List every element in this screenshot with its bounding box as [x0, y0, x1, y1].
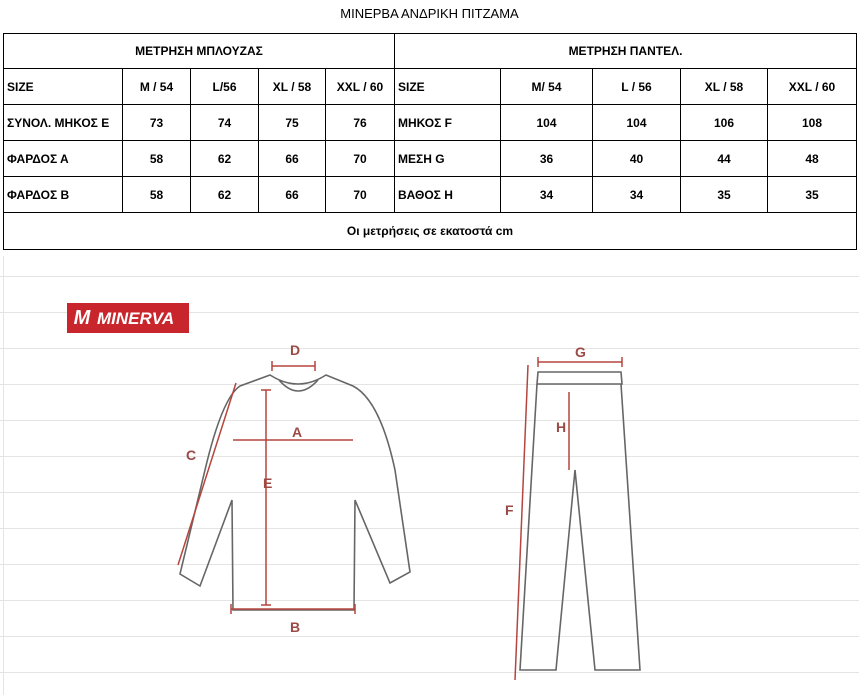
table-cell: 36	[501, 141, 593, 177]
table-cell: 35	[681, 177, 768, 213]
table-cell: 104	[501, 105, 593, 141]
row-label: ΦΑΡΔΟΣ Β	[4, 177, 123, 213]
logo-m-icon: M	[73, 307, 91, 329]
letter-b: B	[290, 619, 301, 635]
pants-outline	[520, 372, 640, 670]
page-title: ΜΙΝΕΡΒΑ ΑΝΔΡΙΚΗ ΠΙΤΖΑΜΑ	[340, 6, 519, 21]
table-cell: 104	[593, 105, 681, 141]
pants-measure-lines	[515, 357, 622, 680]
pants-size-header: L / 56	[593, 69, 681, 105]
row-label: ΣΥΝΟΛ. ΜΗΚΟΣ Ε	[4, 105, 123, 141]
shirt-size-header: M / 54	[123, 69, 191, 105]
letter-h: H	[556, 419, 567, 435]
table-cell: 40	[593, 141, 681, 177]
table-cell: 73	[123, 105, 191, 141]
footnote: Οι μετρήσεις σε εκατοστά cm	[4, 213, 857, 250]
table-row	[4, 69, 857, 105]
row-label: ΜΗΚΟΣ F	[395, 105, 501, 141]
pants-size-header: XXL / 60	[768, 69, 857, 105]
table-cell: 48	[768, 141, 857, 177]
size-table	[3, 33, 857, 250]
table-cell: 66	[259, 177, 326, 213]
shirt-size-label: SIZE	[4, 69, 123, 105]
row-label: ΦΑΡΔΟΣ Α	[4, 141, 123, 177]
table-cell: 34	[593, 177, 681, 213]
table-cell: 70	[326, 177, 395, 213]
table-cell: 34	[501, 177, 593, 213]
table-cell: 74	[191, 105, 259, 141]
table-cell: 35	[768, 177, 857, 213]
table-cell: 66	[259, 141, 326, 177]
logo-text: MINERVA	[97, 309, 175, 328]
table-row	[4, 141, 857, 177]
row-label: ΒΑΘΟΣ Η	[395, 177, 501, 213]
pants-size-header: M/ 54	[501, 69, 593, 105]
table-cell: 62	[191, 177, 259, 213]
table-cell: 62	[191, 141, 259, 177]
table-cell: 75	[259, 105, 326, 141]
shirt-size-header: XL / 58	[259, 69, 326, 105]
letter-d: D	[290, 342, 301, 358]
table-row	[4, 105, 857, 141]
shirt-size-header: XXL / 60	[326, 69, 395, 105]
letter-c: C	[186, 447, 197, 463]
table-cell: 58	[123, 177, 191, 213]
shirt-outline	[180, 375, 410, 610]
shirt-size-header: L/56	[191, 69, 259, 105]
letter-a: A	[292, 424, 303, 440]
table-cell: 76	[326, 105, 395, 141]
letter-f: F	[505, 502, 514, 518]
shirt-heading: ΜΕΤΡΗΣΗ ΜΠΛΟΥΖΑΣ	[4, 34, 395, 69]
pants-heading: ΜΕΤΡΗΣΗ ΠΑΝΤΕΛ.	[395, 34, 857, 69]
table-cell: 44	[681, 141, 768, 177]
garment-measure-diagram	[150, 320, 710, 695]
table-row	[4, 177, 857, 213]
table-cell: 58	[123, 141, 191, 177]
row-label: ΜΕΣΗ G	[395, 141, 501, 177]
pants-letters	[505, 344, 586, 518]
table-cell: 108	[768, 105, 857, 141]
letter-g: G	[575, 344, 586, 360]
pants-size-label: SIZE	[395, 69, 501, 105]
letter-e: E	[263, 475, 273, 491]
pants-size-header: XL / 58	[681, 69, 768, 105]
table-cell: 106	[681, 105, 768, 141]
table-cell: 70	[326, 141, 395, 177]
